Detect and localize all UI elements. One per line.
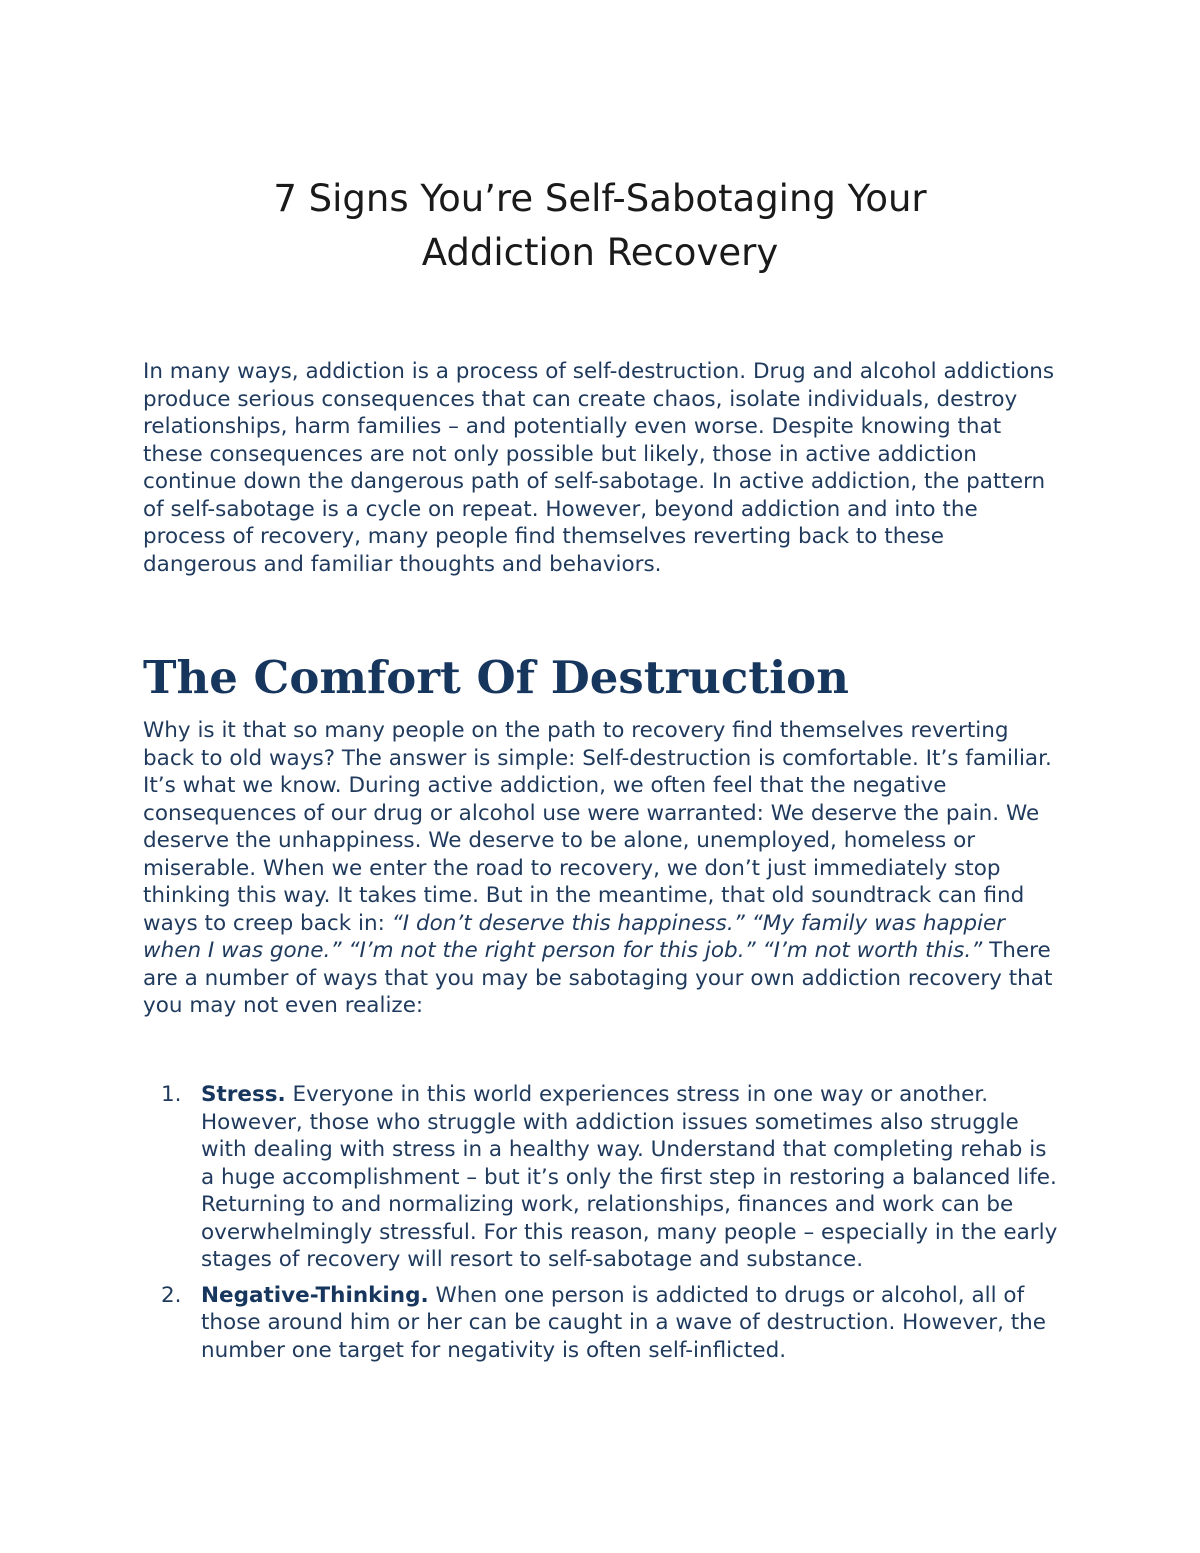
list-item [143, 1081, 1063, 1274]
list-item-number: 1. [161, 1082, 182, 1107]
title-line-1: 7 Signs You’re Self-Sabotaging Your [273, 177, 927, 220]
italic-quotes: “I don’t deserve this happiness.” “My family was happier when I was gone.” “I’m not the right person for this job.” “I’m not worth this.” [143, 910, 1006, 963]
list-item-text: Everyone in this world experiences stress in one way or another. However, those who struggle with addiction issues sometimes also struggle with dealing with stress in a healthy way. Understand that completing rehab is a huge accomplishment – but it’s only the first step in restoring a balanced life. Returning to and normalizing work, relationships, finances and work can be overwhelmingly stressful. For this reason, many people – especially in the early stages of recovery will resort to self-sabotage and substance. [201, 1082, 1058, 1272]
list-item-term: Negative-Thinking. [201, 1282, 429, 1308]
section-body-part-1: Why is it that so many people on the path to recovery find themselves reverting back to old ways? The answer is simple: Self-destruction is comfortable. It’s familiar. It’s what we know. During active addiction, we often feel that the negative consequences of our drug or alcohol use were warranted: We deserve the pain. We deserve the unhappiness. We deserve to be alone, unemployed, homeless or miserable. When we enter the road to recovery, we don’t just immediately stop thinking this way. It takes time. But in the meantime, that old soundtrack can find ways to creep back in: [143, 718, 1052, 936]
section-body-part-2: There are a number of ways that you may be sabotaging your own addiction recovery that you may not even realize: [143, 938, 1053, 1018]
document-title [140, 172, 1060, 280]
list-item-number: 2. [161, 1282, 182, 1308]
list-item-term: Stress. [201, 1082, 286, 1107]
section-body-paragraph [143, 717, 1063, 1020]
title-line-2: Addiction Recovery [421, 231, 779, 274]
signs-list [143, 1081, 1063, 1372]
intro-paragraph: In many ways, addiction is a process of self-destruction. Drug and alcohol addictions produce serious consequences that can create chaos, isolate individuals, destroy relationships, harm families – and potentially even worse. Despite knowing that these consequences are not only possible but likely, those in active addiction continue down the dangerous path of self-sabotage. In active addiction, the pattern of self-sabotage is a cycle on repeat. However, beyond addiction and into the process of recovery, many people find themselves reverting back to these dangerous and familiar thoughts and behaviors. [143, 359, 1055, 577]
section-heading: The Comfort Of Destruction [143, 651, 849, 704]
list-item [143, 1282, 1063, 1365]
list-item-text: When one person is addicted to drugs or alcohol, all of those around him or her can be caught in a wave of destruction. However, the number one target for negativity is often self-inflicted. [201, 1282, 1047, 1363]
